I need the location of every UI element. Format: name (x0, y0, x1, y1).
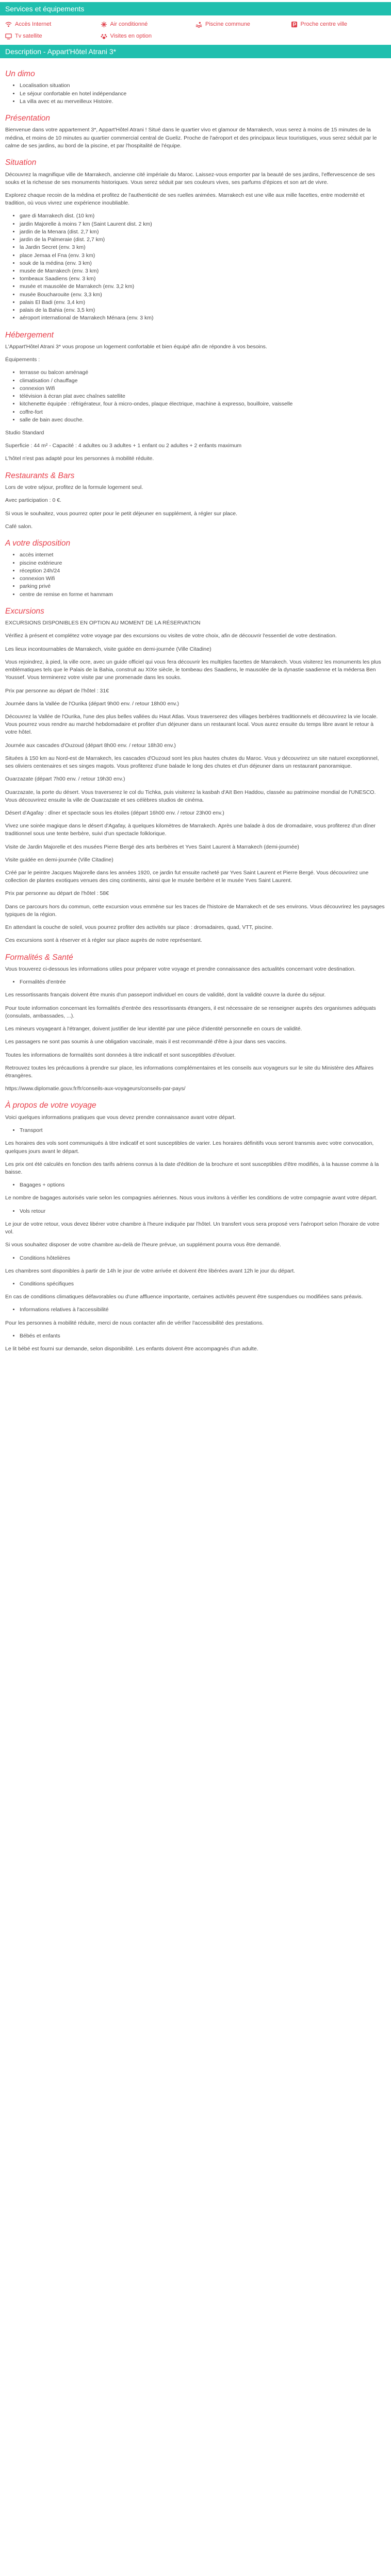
description-content (0, 58, 391, 1368)
section-title-activite: A votre disposition (5, 538, 71, 548)
formalites-p6: Toutes les informations de formalités sont données à titre indicatif et sont susceptibles d'évoluer. (5, 1052, 236, 1058)
situation-text-2: Explorez chaque recoin de la médina et profitez de l'authenticité de ses ruelles animées. Marrakech est une ville aux mille facettes, entre modernité et tradition, où vous vivrez une expérience inoubliable. (5, 192, 365, 207)
excursions-p3: Vous rejoindrez, à pied, la ville ocre, avec un guide officiel qui vous fera découvrir les multiples facettes de Marrakech. Vous visiterez les monuments les plus emblématiques tels que le Palais de la Bahia, construit au XIXe siècle, le tombeau des Saadiens, le mausolée de la dynastie saadienne et la médersa Ben Youssef. Vous terminerez votre visite par une promenade dans les souks. (5, 658, 381, 681)
list-item: • réception 24h/24 (20, 567, 386, 575)
apropos-list-4 (5, 1255, 386, 1262)
amenity-item (101, 21, 196, 29)
pet-icon (101, 33, 107, 40)
list-item: • kitchenette équipée : réfrigérateur, four à micro-ondes, plaque électrique, machine à expresso, bouilloire, vaisselle (20, 400, 386, 408)
snowflake-icon (101, 21, 107, 28)
excursions-p5: Journée dans la Vallée de l'Ourika (départ 9h00 env. / retour 18h00 env.) (5, 700, 180, 707)
list-item: • Transport (20, 1127, 386, 1134)
list-item: • jardin de la Menara (dist. 2,7 km) (20, 228, 386, 236)
activite-list (5, 551, 386, 598)
excursions-p1: Vérifiez à présent et complétez votre voyage par des excursions ou visites de votre choix, afin de découvrir l'essentiel de votre destination. (5, 633, 337, 639)
section-title-situation: Situation (5, 158, 37, 167)
amenity-label: Accès Internet (15, 21, 52, 27)
excursions-p18: En attendant la couche de soleil, vous pourrez profiter des activités sur place : dromadaires, quad, VTT, piscine. (5, 924, 273, 931)
list-item: • Formalités d'entrée (20, 978, 386, 986)
formalites-p2: Les ressortissants français doivent être munis d'un passeport individuel en cours de validité, dont la validité couvre la durée du séjour. (5, 992, 326, 998)
studio-text: Superficie : 44 m² - Capacité : 4 adultes ou 3 adultes + 1 enfant ou 2 adultes + 2 enfants maximum (5, 443, 242, 449)
list-item: • connexion Wifi (20, 575, 386, 583)
amenities-list (0, 15, 391, 45)
wifi-icon (5, 21, 12, 28)
apropos-list-7 (5, 1332, 386, 1340)
list-item: • Bagages + options (20, 1181, 386, 1189)
apropos-p9: Pour les personnes à mobilité réduite, merci de nous contacter afin de vérifier l'accessibilité des prestations. (5, 1319, 264, 1326)
formalites-p1: Vous trouverez ci-dessous les informations utiles pour préparer votre voyage et prendre connaissance des actualités concernant votre destination. (5, 966, 356, 973)
equipments-label: Équipements : (5, 357, 40, 363)
list-item: • piscine extérieure (20, 560, 386, 567)
excursions-p17: Dans ce parcours hors du commun, cette excursion vous emmène sur les traces de l'histoire de Marrakech et de ses environs. Vous découvrirez les paysages typiques de la région. (5, 903, 385, 918)
un-dimo-list (5, 82, 386, 106)
tv-icon (5, 33, 12, 40)
excursions-p9: Ouarzazate (départ 7h00 env. / retour 19h30 env.) (5, 776, 125, 783)
hebergement-text: L'Appart'Hôtel Atrani 3* vous propose un logement confortable et bien équipé afin de répondre à vos besoins. (5, 344, 267, 350)
amenity-label: Visites en option (110, 32, 152, 39)
excursions-p7: Journée aux cascades d'Ouzoud (départ 8h00 env. / retour 18h30 env.) (5, 742, 176, 749)
list-item: • terrasse ou balcon aménagé (20, 369, 386, 377)
section-title-excursions: Excursions (5, 606, 44, 616)
amenity-label: Air conditionné (110, 21, 148, 27)
list-item: • télévision à écran plat avec chaînes satellite (20, 393, 386, 400)
list-item: • Bébés et enfants (20, 1332, 386, 1340)
list-item: • centre de remise en forme et hammam (20, 591, 386, 599)
amenity-label: Tv satellite (15, 32, 42, 39)
amenity-item (5, 32, 101, 41)
excursions-p8: Situées à 150 km au Nord-est de Marrakech, les cascades d'Ouzoud sont les plus hautes chutes du Maroc. Vous y découvrirez un site naturel exceptionnel, ses oliviers centenaires et ses singes magots. Vous profiterez d'une balade le long des chutes et d'un déjeuner dans un restaurant panoramique. (5, 755, 379, 770)
list-item: • place Jemaa el Fna (env. 3 km) (20, 252, 386, 260)
apropos-p5: Le jour de votre retour, vous devez libérer votre chambre à l'heure indiquée par l'hôtel. Un transfert vous sera proposé vers l'aéroport selon l'horaire de votre vol. (5, 1221, 380, 1235)
restaurants-text-4: Café salon. (5, 523, 33, 530)
list-item: • accès internet (20, 551, 386, 559)
list-item: • salle de bain avec douche. (20, 416, 386, 424)
apropos-list-1 (5, 1127, 386, 1134)
apropos-list-6 (5, 1306, 386, 1314)
list-item: • musée de Marrakech (env. 3 km) (20, 267, 386, 275)
section-title-apropos: À propos de votre voyage (5, 1101, 96, 1110)
formalites-list (5, 978, 386, 986)
pool-icon (196, 21, 202, 28)
section-title-un-dimo: Un dimo (5, 69, 35, 78)
amenity-item (5, 21, 101, 29)
list-item: • musée et mausolée de Marrakech (env. 3,2 km) (20, 283, 386, 291)
situation-text-1: Découvrez la magnifique ville de Marrakech, ancienne cité impériale du Maroc. Laissez-vous emporter par la beauté de ses jardins, l'effervescence de ses souks et la richesse de ses monuments historiques. Vous serez séduit par ses couleurs vives, ses parfums d'épices et son art de vivre. (5, 171, 375, 185)
list-item: • connexion Wifi (20, 385, 386, 393)
apropos-p8: En cas de conditions climatiques défavorables ou d'une affluence importante, certaines activités peuvent être suspendues ou modifiées sans préavis. (5, 1294, 363, 1300)
list-item: • Le séjour confortable en hotel indépendance (20, 90, 386, 98)
list-item: • coffre-fort (20, 409, 386, 416)
formalites-p8: https://www.diplomatie.gouv.fr/fr/conseils-aux-voyageurs/conseils-par-pays/ (5, 1086, 186, 1092)
apropos-list-5 (5, 1280, 386, 1288)
studio-label: Studio Standard (5, 429, 44, 436)
list-item: • La villa avec et au merveilleux Histoire. (20, 98, 386, 106)
description-band: Description - Appart'Hôtel Atrani 3* (0, 45, 391, 58)
list-item: • Vols retour (20, 1208, 386, 1215)
list-item: • palais El Badi (env. 3,4 km) (20, 299, 386, 307)
apropos-p7: Les chambres sont disponibles à partir de 14h le jour de votre arrivée et doivent être libérées avant 12h le jour du départ. (5, 1267, 296, 1274)
excursions-p16: Prix par personne au départ de l'hôtel : 58€ (5, 890, 109, 897)
formalites-p7: Retrouvez toutes les précautions à prendre sur place, les informations complémentaires et les conseils aux voyageurs sur le site du Ministère des Affaires étrangères. (5, 1064, 374, 1079)
amenity-item (196, 21, 291, 29)
list-item: • jardin de la Palmeraie (dist. 2,7 km) (20, 236, 386, 244)
apropos-p3: Les prix ont été calculés en fonction des tarifs aériens connus à la date d'édition de la brochure et sont susceptibles d'être modifiés, à la hausse comme à la baisse. (5, 1161, 379, 1175)
apropos-p6: Si vous souhaitez disposer de votre chambre au-delà de l'heure prévue, un supplément pourra vous être demandé. (5, 1242, 281, 1248)
hebergement-note: L'hôtel n'est pas adapté pour les personnes à mobilité réduite. (5, 455, 154, 462)
list-item: • jardin Majorelle à moins 7 km (Saint Laurent dist. 2 km) (20, 221, 386, 228)
list-item: • Conditions hôtelières (20, 1255, 386, 1262)
section-title-presentation: Présentation (5, 114, 51, 123)
amenity-label: Proche centre ville (300, 21, 347, 27)
excursions-p12: Vivez une soirée magique dans le désert d'Agafay, à quelques kilomètres de Marrakech. Après une balade à dos de dromadaire, vous profiterez d'un dîner traditionnel sous une tente berbère, suivi d'un spectacle folklorique. (5, 823, 376, 837)
section-title-formalites: Formalités & Santé (5, 953, 73, 962)
excursions-p4: Prix par personne au départ de l'hôtel : 31€ (5, 687, 109, 694)
apropos-p4: Le nombre de bagages autorisés varie selon les compagnies aériennes. Nous vous invitons à vérifier les conditions de votre compagnie avant votre départ. (5, 1195, 378, 1201)
list-item: • Localisation situation (20, 82, 386, 90)
presentation-text: Bienvenue dans votre appartement 3*, Appart'Hôtel Atrani ! Situé dans le quartier vivo et glamour de Marrakech, vous serez à moins de 15 minutes de la médina, et moins de 10 minutes au quartier commercial central de Gueliz. Proche de l'aéroport et des principaux lieux touristiques, vous serez séduit par le calme de ses jardins, au bord de la piscine, et par l'hospitalité de l'équipe. (5, 127, 377, 149)
list-item: • musée Boucharouite (env. 3,3 km) (20, 291, 386, 299)
excursions-intro: EXCURSIONS DISPONIBLES EN OPTION AU MOMENT DE LA RÉSERVATION (5, 620, 201, 626)
excursions-p14: Visite guidée en demi-journée (Ville Citadine) (5, 856, 113, 863)
excursions-p6: Découvrez la Vallée de l'Ourika, l'une des plus belles vallées du Haut Atlas. Vous traverserez des villages berbères traditionnels et découvrirez la vie locale. Vous pourrez vous rendre au marché hebdomadaire et profiter d'un déjeuner dans un restaurant local. Vous aurez ensuite du temps libre avant le retour à votre hôtel. (5, 713, 378, 736)
apropos-list-2 (5, 1181, 386, 1189)
services-band: Services et équipements (0, 2, 391, 15)
equipments-list (5, 369, 386, 424)
amenity-item (291, 21, 386, 29)
excursions-p2: Les lieux incontournables de Marrakech, visite guidée en demi-journée (Ville Citadine) (5, 646, 211, 652)
amenity-label: Piscine commune (205, 21, 250, 27)
list-item: • Conditions spécifiques (20, 1280, 386, 1288)
list-item: • aéroport international de Marrakech Ménara (env. 3 km) (20, 314, 386, 322)
section-title-hebergement: Hébergement (5, 330, 54, 340)
parking-icon (291, 21, 298, 28)
apropos-p2: Les horaires des vols sont communiqués à titre indicatif et sont susceptibles de varier. Les horaires définitifs vous seront transmis avec votre convocation, quelques jours avant le départ. (5, 1140, 374, 1155)
formalites-p3: Pour toute information concernant les formalités d'entrée des ressortissants étrangers, il est nécessaire de se renseigner auprès des organismes adéquats (consulats, ambassades, ...). (5, 1005, 376, 1019)
apropos-p1: Voici quelques informations pratiques que vous devez prendre connaissance avant votre départ. (5, 1114, 236, 1121)
excursions-p15: Créé par le peintre Jacques Majorelle dans les années 1920, ce jardin fut ensuite racheté par Yves Saint Laurent et Pierre Bergé. Vous découvrirez une collection de plantes exotiques venues des cinq continents, ainsi que le musée berbère et le musée Yves Saint Laurent. (5, 870, 369, 884)
apropos-list-3 (5, 1208, 386, 1215)
excursions-p11: Désert d'Agafay : dîner et spectacle sous les étoiles (départ 16h00 env. / retour 23h00 env.) (5, 809, 224, 816)
apropos-p10: Le lit bébé est fourni sur demande, selon disponibilité. Les enfants doivent être accompagnés d'un adulte. (5, 1346, 258, 1352)
list-item: • Informations relatives à l'accessibilité (20, 1306, 386, 1314)
formalites-p5: Les passagers ne sont pas soumis à une obligation vaccinale, mais il est recommandé d'être à jour dans ses vaccins. (5, 1039, 287, 1045)
restaurants-text-1: Lors de votre séjour, profitez de la formule logement seul. (5, 484, 143, 491)
list-item: • souk de la médina (env. 3 km) (20, 260, 386, 267)
list-item: • parking privé (20, 583, 386, 590)
list-item: • gare di Marrakech dist. (10 km) (20, 212, 386, 220)
situation-places-list (5, 212, 386, 322)
list-item: • tombeaux Saadiens (env. 3 km) (20, 275, 386, 283)
excursions-p10: Ouarzazate, la porte du désert. Vous traverserez le col du Tichka, puis visiterez la kasbah d'Aït Ben Haddou, classée au patrimoine mondial de l'UNESCO. Vous découvrirez ensuite la ville de Ouarzazate et ses célèbres studios de cinéma. (5, 789, 376, 803)
restaurants-text-2: Avec participation : 0 €. (5, 497, 61, 504)
section-title-restaurants: Restaurants & Bars (5, 471, 75, 480)
list-item: • palais de la Bahia (env. 3,5 km) (20, 307, 386, 314)
restaurants-text-3: Si vous le souhaitez, vous pourrez opter pour le petit déjeuner en supplément, à régler sur place. (5, 510, 238, 517)
list-item: • climatisation / chauffage (20, 377, 386, 385)
formalites-p4: Les mineurs voyageant à l'étranger, doivent justifier de leur identité par une pièce d'identité personnelle en cours de validité. (5, 1026, 302, 1032)
amenity-item (101, 32, 196, 41)
excursions-p19: Ces excursions sont à réserver et à régler sur place auprès de notre représentant. (5, 937, 202, 944)
list-item: • la Jardin Secret (env. 3 km) (20, 244, 386, 251)
excursions-p13: Visite de Jardin Majorelle et des musées Pierre Bergé des arts berbères et Yves Saint Laurent à Marrakech (demi-journée) (5, 843, 299, 850)
